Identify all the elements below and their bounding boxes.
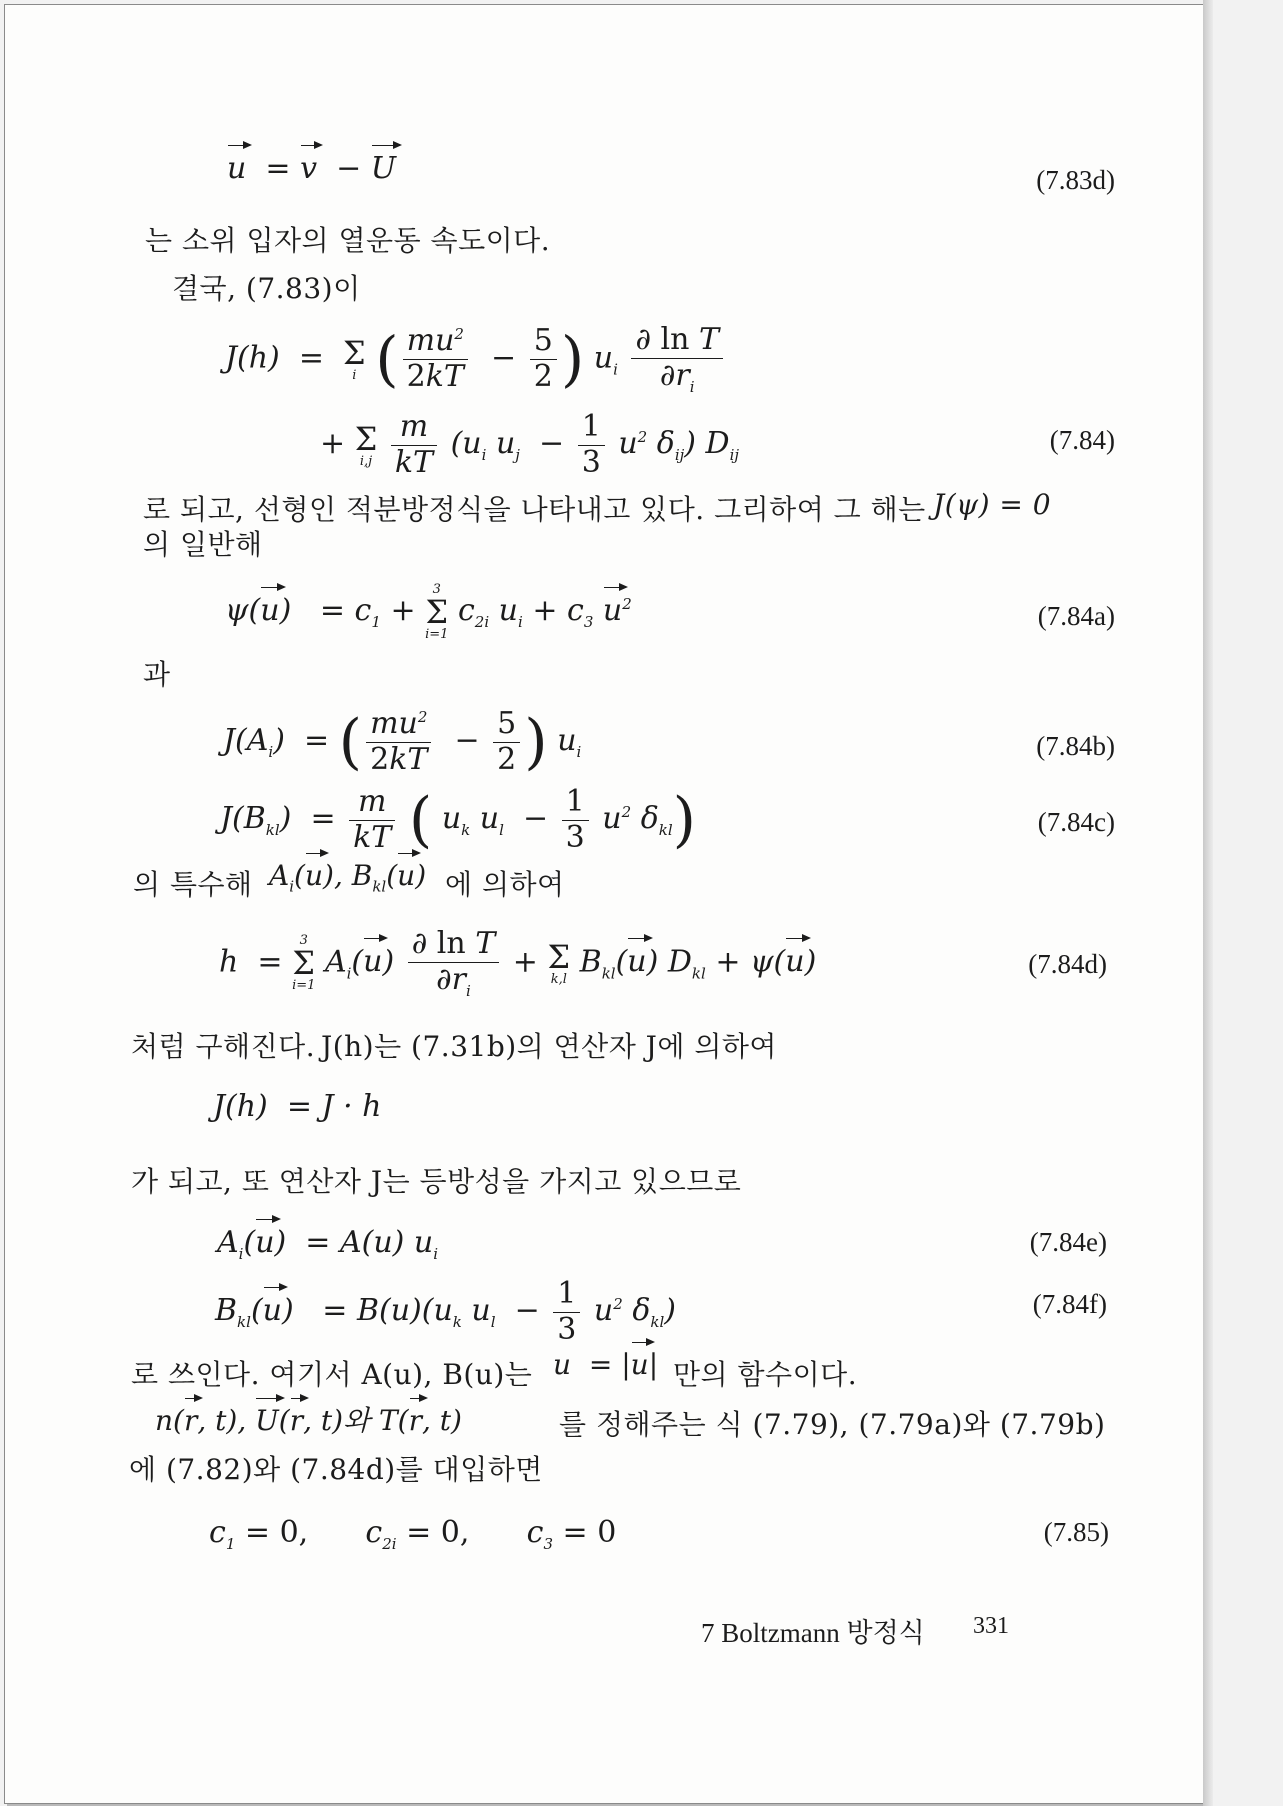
text-line: 의 특수해 [133, 868, 253, 901]
equation-7-84f: $B_{kl}(u) = B(u)(u_k$ $u_l$ − $\frac{1}{3}$ $u^2$ $\delta_{kl}$) [215, 1276, 677, 1347]
text-line: 가 되고, 또 연산자 J는 등방성을 가지고 있으므로 [131, 1165, 742, 1198]
text-line: 는 소위 입자의 열운동 속도이다. [145, 224, 551, 257]
book-page [4, 4, 1204, 1804]
text-line: 처럼 구해진다. [131, 1030, 316, 1063]
text-line: 에 의하여 [445, 868, 565, 901]
running-footer-chapter: 7 Boltzmann 방정식 [701, 1618, 925, 1648]
equation-number: (7.85) [1043, 1517, 1109, 1547]
text-line: 만의 함수이다. [673, 1358, 858, 1391]
equation-number: (7.84a) [1037, 601, 1115, 631]
equation-7-84d: h = 3 Σ i=1 $A_i(u)$ $\frac{\text{∂ ln T}}{\partial r_i}$ + Σ k,l $B_{kl}(u) D_{kl} + \psi(u)$ [219, 926, 817, 1000]
equation-number: (7.84b) [1036, 731, 1115, 761]
text-line: J(h)는 (7.31b)의 연산자 J에 의하여 [321, 1030, 777, 1063]
text-line: 로 되고, 선형인 적분방정식을 나타내고 있다. 그리하여 그 해는 [143, 493, 926, 526]
text-line: J(ψ) = 0 [933, 488, 1052, 521]
text-line: 결국, (7.83)이 [172, 272, 361, 305]
text-line: 로 쓰인다. 여기서 A(u), B(u)는 [131, 1358, 533, 1391]
inline-math: u = |u| [553, 1348, 659, 1381]
equation-7-85: $c_1 = 0$, $c_{2i} = 0$, $c_3 = 0$ [209, 1515, 617, 1553]
equation-7-83d: u = v − U [227, 151, 397, 186]
inline-math: $A_i(u)$, $B_{kl}(u)$ [269, 859, 427, 896]
equation-number: (7.84e) [1029, 1227, 1107, 1257]
text-line: 에 (7.82)와 (7.84d)를 대입하면 [129, 1453, 543, 1486]
page-edge [1203, 0, 1213, 1806]
text-line: 를 정해주는 식 (7.79), (7.79a)와 (7.79b) [559, 1408, 1106, 1441]
equation-7-84-line1: J(h) = Σ i ( $\frac{mu^2}{2kT}$ − $\frac{5}{2}$ ) $u_i$ $\frac{\text{∂ ln T}}{\partial r_i}$ [225, 323, 727, 396]
equation-number: (7.84d) [1028, 949, 1107, 979]
equation-7-84b: $J(A_i)$ = ( $\frac{mu^2}{2kT}$ − $\frac{5}{2}$ ) $u_i$ [223, 706, 582, 777]
equation-7-84-line2: + Σ i,j $\frac{m}{kT}$ ($u_i$ $u_j$ − $\frac{1}{3}$ $u^2$ $\delta_{ij}$) $D_{ij}$ [320, 409, 740, 480]
text-line: 과 [143, 658, 171, 691]
equation-J-dot-h: J(h) = J · h [213, 1089, 382, 1124]
equation-number: (7.84) [1049, 425, 1115, 455]
inline-math: n(r, t), U(r, t)와 T(r, t) [155, 1404, 462, 1437]
equation-number: (7.84c) [1037, 807, 1115, 837]
text-line: 의 일반해 [143, 528, 263, 561]
equation-7-84e: $A_i(u) = A(u)$ $u_i$ [217, 1225, 439, 1263]
equation-7-84c: $J(B_{kl})$ = $\frac{m}{kT}$ ( $u_k$ $u_l$ − $\frac{1}{3}$ $u^2$ $\delta_{kl}$) [220, 784, 697, 855]
equation-number: (7.84f) [1032, 1289, 1107, 1319]
equation-number: (7.83d) [1036, 165, 1115, 195]
page-number: 331 [973, 1613, 1009, 1639]
equation-7-84a: $\psi(u) = c_1$ + 3 Σ i=1 $c_{2i}$ $u_i + c_3$ $u^2$ [225, 582, 632, 642]
